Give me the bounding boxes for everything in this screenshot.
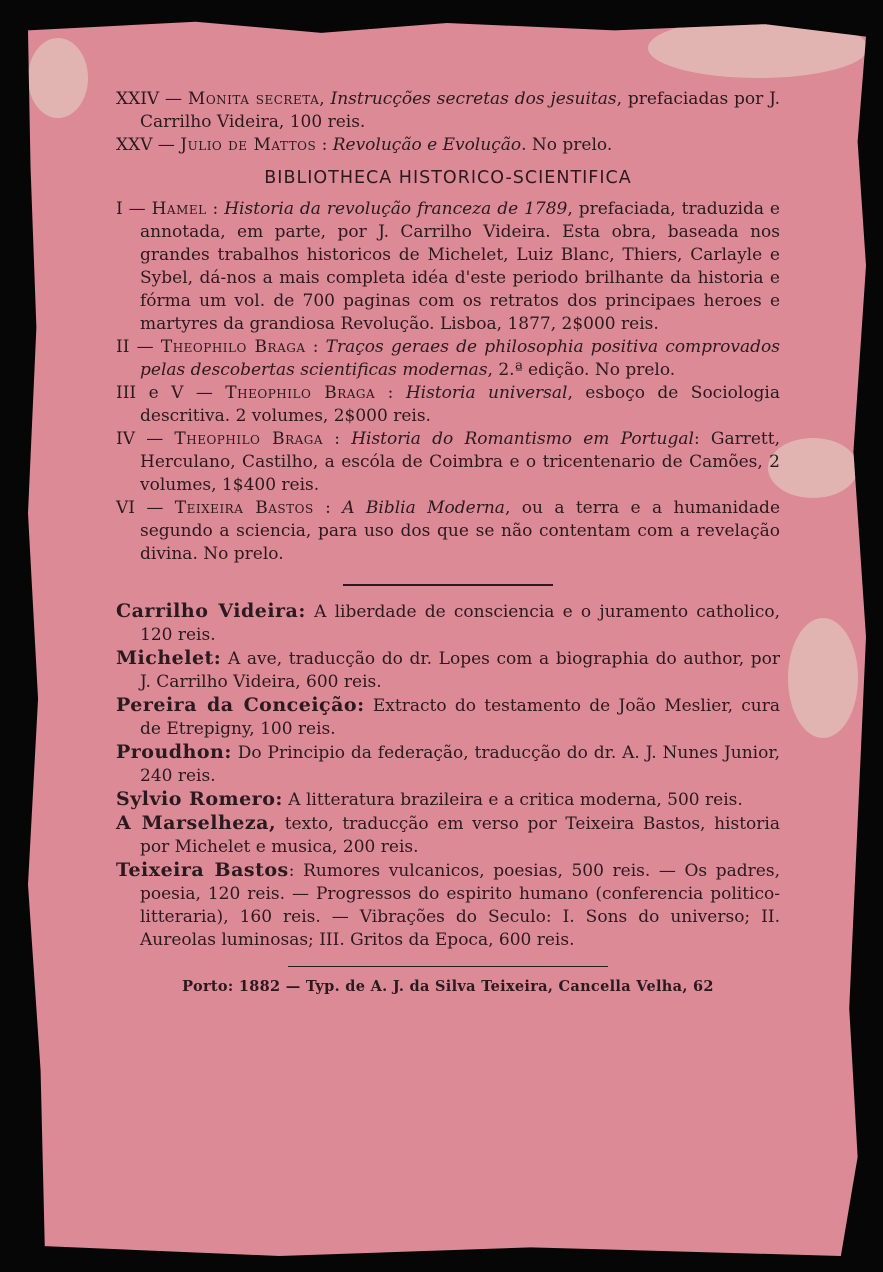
item-author: Julio de Mattos	[180, 135, 317, 155]
item-text: texto, traducção em verso por Teixeira Bastos, historia por Michelet e musica, 200 reis.	[140, 814, 780, 857]
item-text: : Rumores vulcanicos, poesias, 500 reis. — Os padres, poesia, 120 reis. — Progressos do espirito humano (conferencia politico-litteraria), 160 reis. — Vibrações do Seculo: I. Sons do universo; II. Aureolas luminosas; III. Gritos da Epoca, 600 reis.	[140, 861, 780, 950]
item-title: A Biblia Moderna	[342, 498, 505, 518]
item-text: . No prelo.	[521, 135, 613, 155]
item-text: A ave, traducção do dr. Lopes com a biographia do author, por J. Carrilho Videira, 600 reis.	[140, 649, 780, 692]
item-text: , prefaciada, traduzida e annotada, em parte, por J. Carrilho Videira. Esta obra, baseada nos grandes trabalhos historicos de Michelet, Luiz Blanc, Thiers, Carlayle e Sybel, dá-nos a mais completa idéa d'este periodo brilhante da historia e fórma um vol. de 700 paginas com os retratos dos principaes heroes e martyres da grandiosa Revolução. Lisboa, 1877, 2$000 reis.	[140, 199, 780, 334]
list-item: XXIV — Monita secreta, Instrucções secretas dos jesuitas, prefaciadas por J. Carrilho Videira, 100 reis.	[116, 89, 781, 132]
item-number: I —	[116, 199, 146, 219]
item-text: , prefaciadas por J. Carrilho Videira, 100 reis.	[140, 89, 781, 132]
item-author: Theophilo Braga	[160, 337, 306, 357]
item-author: A Marselheza,	[116, 812, 277, 834]
list-item	[116, 788, 780, 812]
item-text: A liberdade de consciencia e o juramento catholico, 120 reis.	[140, 602, 780, 645]
list-item: IV — Theophilo Braga : Historia do Romantismo em Portugal: Garrett, Herculano, Castilho, a escóla de Coimbra e o tricentenario de Camões, 2 volumes, 1$400 reis.	[116, 429, 780, 495]
item-number: III e V —	[116, 383, 213, 403]
paper-stain	[788, 618, 858, 738]
list-item: XXV — Julio de Mattos : Revolução e Evolução. No prelo.	[116, 135, 613, 155]
item-title: Historia do Romantismo em Portugal	[351, 429, 694, 449]
item-author: Teixeira Bastos	[174, 498, 314, 518]
section-heading: BIBLIOTHECA HISTORICO-SCIENTIFICA	[264, 168, 632, 188]
authors-list	[116, 600, 780, 952]
item-text: : Garrett, Herculano, Castilho, a escóla de Coimbra e o tricentenario de Camões, 2 volumes, 1$400 reis.	[140, 429, 780, 495]
item-number: IV —	[116, 429, 164, 449]
item-text: Extracto do testamento de João Meslier, cura de Etrepigny, 100 reis.	[140, 696, 780, 739]
item-author: Teixeira Bastos	[116, 859, 289, 881]
section-divider	[343, 584, 553, 586]
document-body	[116, 88, 780, 998]
top-list	[116, 88, 780, 157]
item-number: VI —	[116, 498, 164, 518]
list-item	[116, 741, 780, 788]
item-title: Instrucções secretas dos jesuitas	[330, 89, 617, 109]
list-item	[116, 812, 780, 859]
biblio-list	[116, 198, 780, 566]
item-number: II —	[116, 337, 154, 357]
list-item: III e V — Theophilo Braga : Historia universal, esboço de Sociologia descritiva. 2 volumes, 2$000 reis.	[116, 383, 781, 426]
list-item	[116, 600, 780, 647]
footer-divider	[288, 966, 608, 967]
paper-stain	[768, 438, 858, 498]
item-author: Pereira da Conceição:	[116, 694, 365, 716]
item-author: Sylvio Romero:	[116, 788, 283, 810]
item-author: Michelet:	[116, 647, 222, 669]
printer-imprint: Porto: 1882 — Typ. de A. J. da Silva Teixeira, Cancella Velha, 62	[182, 978, 714, 995]
item-author: Theophilo Braga	[225, 383, 376, 403]
list-item: II — Theophilo Braga : Traços geraes de philosophia positiva comprovados pelas descobertas scientificas modernas, 2.ª edição. No prelo.	[116, 337, 780, 380]
paper-stain	[648, 18, 868, 78]
item-author: Hamel	[151, 199, 207, 219]
item-text: Do Principio da federação, traducção do dr. A. J. Nunes Junior, 240 reis.	[140, 743, 780, 786]
item-text: , esboço de Sociologia descritiva. 2 volumes, 2$000 reis.	[140, 383, 781, 426]
paper-stain	[28, 38, 88, 118]
item-title: Historia da revolução franceza de 1789	[224, 199, 568, 219]
item-author: Theophilo Braga	[174, 429, 324, 449]
item-text: , ou a terra e a humanidade segundo a sciencia, para uso dos que se não contentam com a revelação divina. No prelo.	[140, 498, 781, 564]
item-title: Historia universal	[405, 383, 568, 403]
item-author: Proudhon:	[116, 741, 232, 763]
item-text: A litteratura brazileira e a critica moderna, 500 reis.	[282, 790, 743, 810]
item-title: Revolução e Evolução	[332, 135, 522, 155]
list-item	[116, 859, 780, 952]
list-item	[116, 694, 780, 741]
item-author: Carrilho Videira:	[116, 600, 306, 622]
item-number: XXIV —	[116, 89, 183, 109]
list-item	[116, 647, 780, 694]
item-title: Traços geraes de philosophia positiva comprovados pelas descobertas scientificas modernas	[140, 337, 780, 380]
list-item: I — Hamel : Historia da revolução franceza de 1789, prefaciada, traduzida e annotada, em parte, por J. Carrilho Videira. Esta obra, baseada nos grandes trabalhos historicos de Michelet, Luiz Blanc, Thiers, Carlayle e Sybel, dá-nos a mais completa idéa d'este periodo brilhante da historia e fórma um vol. de 700 paginas com os retratos dos principaes heroes e martyres da grandiosa Revolução. Lisboa, 1877, 2$000 reis.	[116, 199, 780, 334]
item-number: XXV —	[116, 135, 175, 155]
item-text: , 2.ª edição. No prelo.	[487, 360, 676, 380]
list-item: VI — Teixeira Bastos : A Biblia Moderna, ou a terra e a humanidade segundo a sciencia, para uso dos que se não contentam com a revelação divina. No prelo.	[116, 498, 781, 564]
item-author: Monita secreta	[187, 89, 320, 109]
